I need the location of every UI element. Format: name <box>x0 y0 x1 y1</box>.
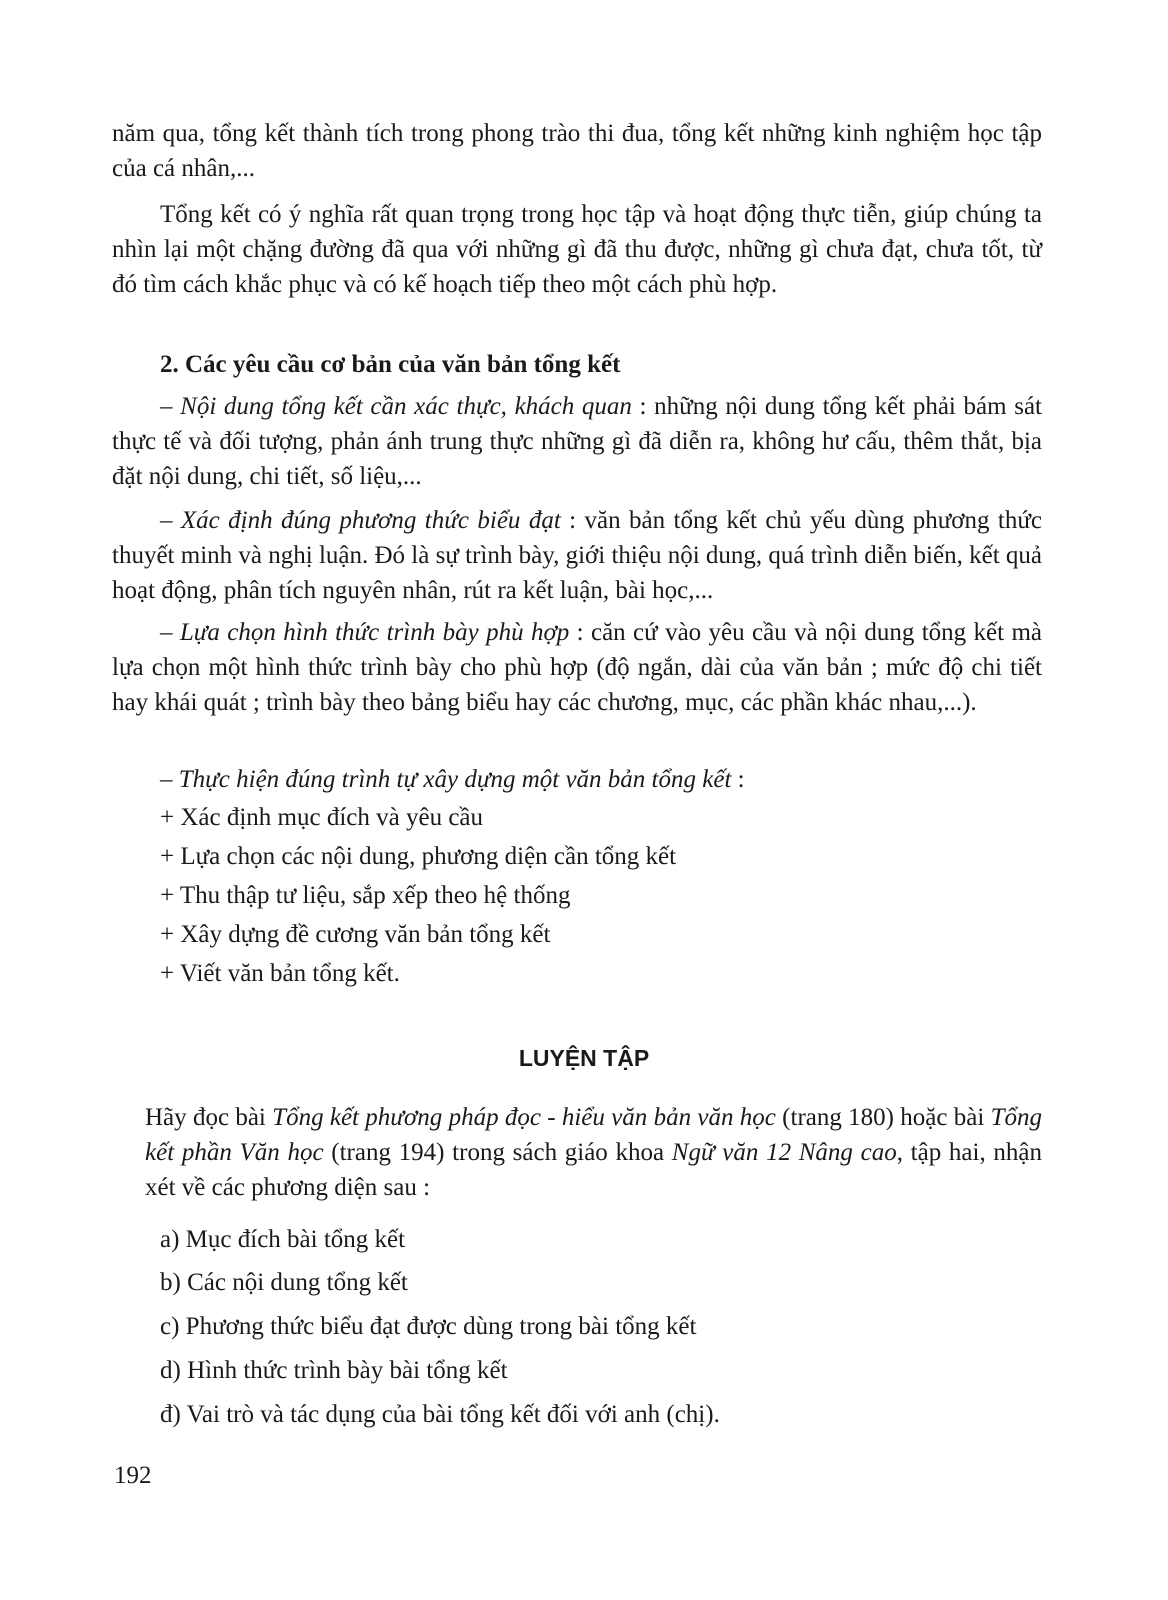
requirement-body: : văn bản tổng kết chủ yếu dùng phương thức thuyết minh và nghị luận. Đó là sự trình bày, giới thiệu nội dung, quá trình diễn biến, kết quả hoạt động, phân tích nguyên nhân, rút ra kết luận, bài học,... <box>112 507 1042 604</box>
procedure-step: + Lựa chọn các nội dung, phương diện cần tổng kết <box>160 843 677 870</box>
intro-continuation-paragraph: năm qua, tổng kết thành tích trong phong trào thi đua, tổng kết những kinh nghiệm học tập của cá nhân,... <box>112 120 1042 182</box>
exercise-item: b) Các nội dung tổng kết <box>160 1269 408 1296</box>
prompt-text: Hãy đọc bài <box>145 1104 273 1131</box>
book-title: Tổng kết phần Văn học <box>145 1104 1042 1166</box>
prompt-text: (trang 194) trong sách giáo khoa <box>323 1139 672 1166</box>
requirement-title: – Nội dung tổng kết cần xác thực, khách quan <box>160 393 632 420</box>
requirement-title: – Thực hiện đúng trình tự xây dựng một văn bản tổng kết <box>160 766 732 793</box>
page-number: 192 <box>114 1462 152 1489</box>
procedure-step: + Thu thập tư liệu, sắp xếp theo hệ thống <box>160 882 571 909</box>
section-heading: 2. Các yêu cầu cơ bản của văn bản tổng kết <box>160 351 621 378</box>
book-title: Tổng kết phương pháp đọc - hiểu văn bản văn học <box>272 1104 776 1131</box>
book-title: Ngữ văn 12 Nâng cao <box>671 1139 897 1166</box>
exercise-item: a) Mục đích bài tổng kết <box>160 1226 406 1253</box>
exercise-item: đ) Vai trò và tác dụng của bài tổng kết đối với anh (chị). <box>160 1401 720 1428</box>
procedure-step: + Xây dựng đề cương văn bản tổng kết <box>160 921 551 948</box>
exercise-item: c) Phương thức biểu đạt được dùng trong bài tổng kết <box>160 1313 697 1340</box>
practice-prompt <box>145 1100 1042 1205</box>
requirement-title: – Xác định đúng phương thức biểu đạt <box>160 507 561 534</box>
requirement-body: : <box>731 766 745 793</box>
requirement-body: : những nội dung tổng kết phải bám sát thực tế và đối tượng, phản ánh trung thực những gì đã diễn ra, không hư cấu, thêm thắt, bịa đặt nội dung, chi tiết, số liệu,... <box>112 393 1042 490</box>
procedure-step: + Xác định mục đích và yêu cầu <box>160 804 484 831</box>
requirement-paragraph <box>112 615 1042 720</box>
prompt-text: , tập hai, nhận xét về các phương diện sau : <box>145 1139 1042 1201</box>
exercise-item: d) Hình thức trình bày bài tổng kết <box>160 1357 508 1384</box>
requirement-paragraph <box>112 503 1042 608</box>
significance-paragraph: Tổng kết có ý nghĩa rất quan trọng trong học tập và hoạt động thực tiễn, giúp chúng ta nhìn lại một chặng đường đã qua với những gì đã thu được, những gì chưa đạt, chưa tốt, từ đó tìm cách khắc phục và có kế hoạch tiếp theo một cách phù hợp. <box>112 201 1042 298</box>
prompt-text: (trang 180) hoặc bài <box>775 1104 991 1131</box>
requirement-title: – Lựa chọn hình thức trình bày phù hợp <box>160 619 570 646</box>
procedure-step: + Viết văn bản tổng kết. <box>160 960 400 987</box>
requirement-paragraph <box>112 389 1042 494</box>
requirement-body: : căn cứ vào yêu cầu và nội dung tổng kết mà lựa chọn một hình thức trình bày cho phù hợp (độ ngắn, dài của văn bản ; mức độ chi tiết hay khái quát ; trình bày theo bảng biểu hay các chương, mục, các phần khác nhau,...). <box>112 619 1042 716</box>
requirement-paragraph <box>160 762 745 797</box>
practice-heading: LUYỆN TẬP <box>518 1045 650 1071</box>
